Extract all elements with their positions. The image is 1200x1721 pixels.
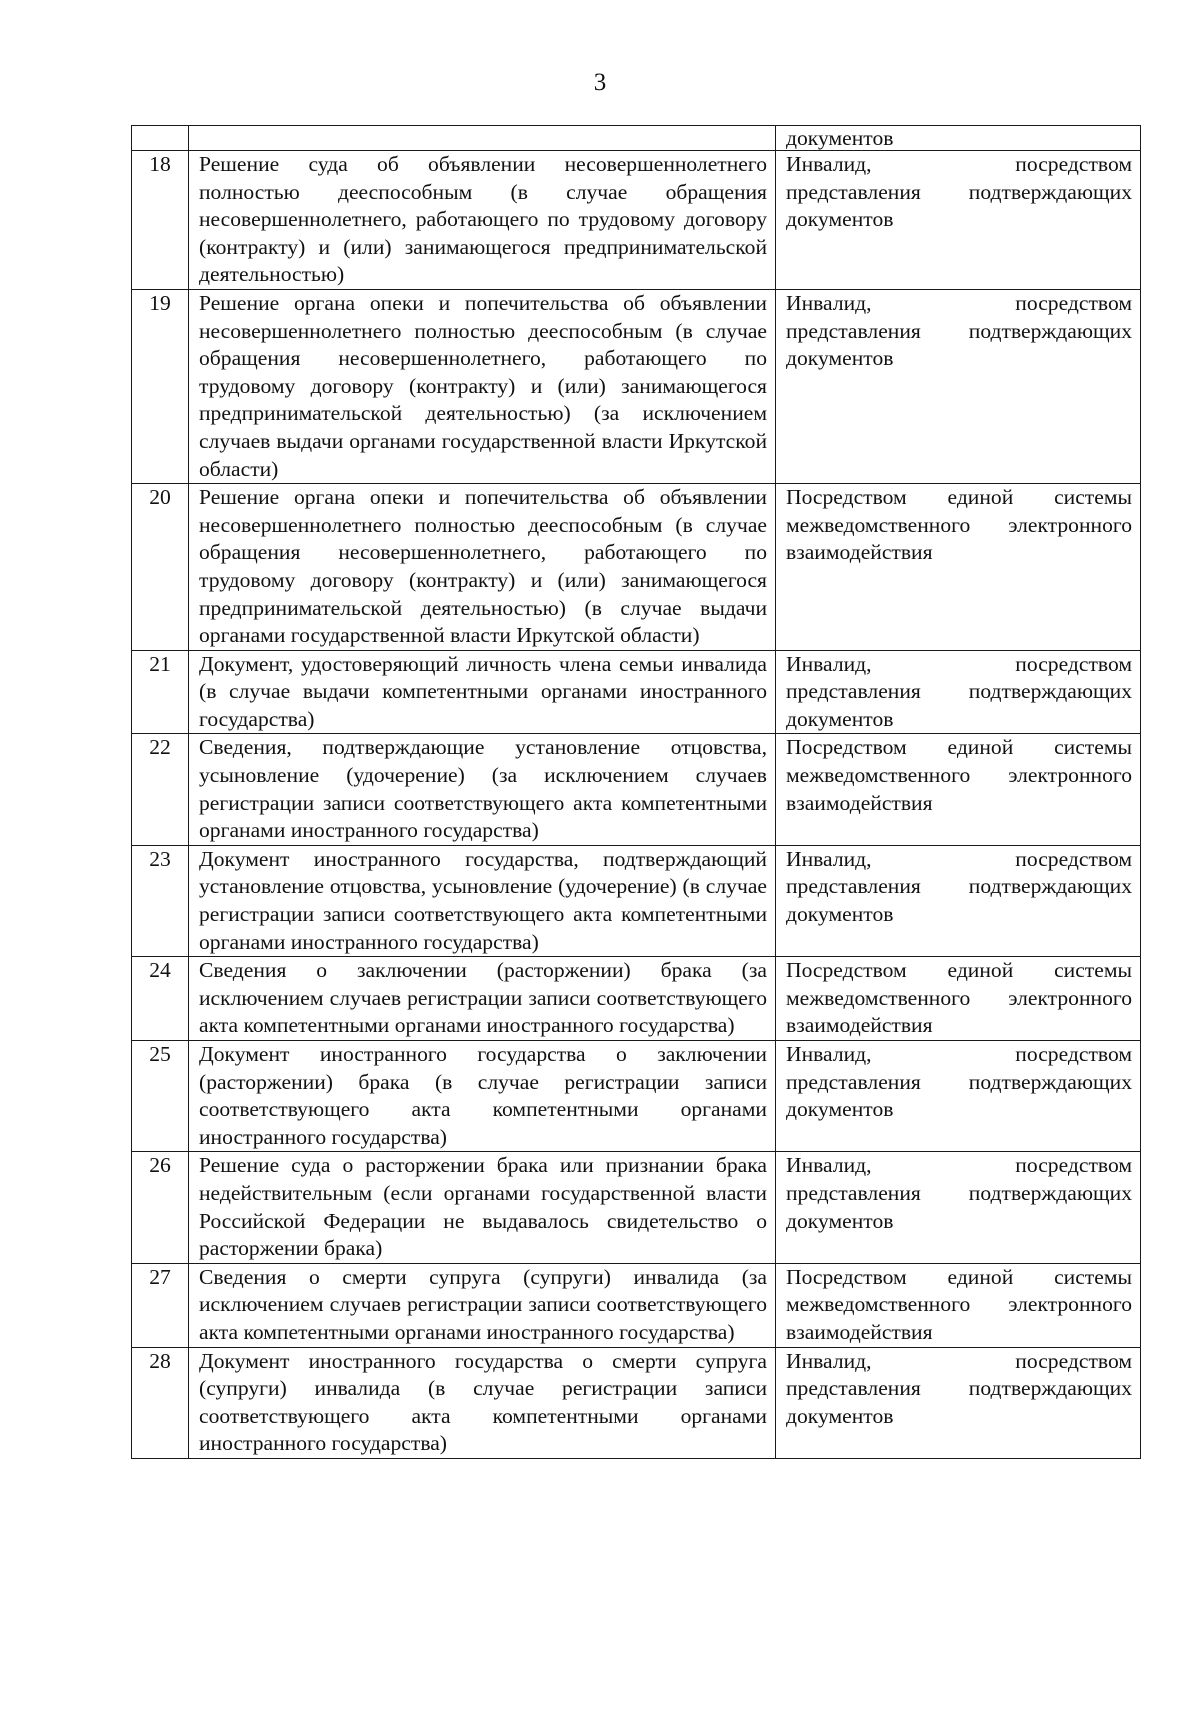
- row-number: 23: [132, 845, 189, 956]
- document-name: [189, 126, 776, 151]
- table-row: [132, 1263, 1141, 1347]
- document-name: Решение суда об объявлении несовершеннолетнего полностью дееспособным (в случае обращения несовершеннолетнего, работающего по трудовому договору (контракту) и (или) занимающегося предпринимательской деятельностью): [189, 151, 776, 290]
- submission-method: Инвалид, посредством представления подтверждающих документов: [776, 289, 1141, 483]
- submission-method: Посредством единой системы межведомственного электронного взаимодействия: [776, 957, 1141, 1041]
- table-row: [132, 1041, 1141, 1152]
- table-row: [132, 484, 1141, 651]
- table-row: [132, 650, 1141, 734]
- document-name: Решение органа опеки и попечительства об объявлении несовершеннолетнего полностью дееспособным (в случае обращения несовершеннолетнего, работающего по трудовому договору (контракту) и (или) занимающегося предпринимательской деятельностью) (за исключением случаев выдачи органами государственной власти Иркутской области): [189, 289, 776, 483]
- submission-method: Инвалид, посредством представления подтверждающих документов: [776, 1347, 1141, 1458]
- row-number: 25: [132, 1041, 189, 1152]
- submission-method: Инвалид, посредством представления подтверждающих документов: [776, 650, 1141, 734]
- table-row: [132, 957, 1141, 1041]
- table-row: [132, 151, 1141, 290]
- document-name: Сведения о заключении (расторжении) брака (за исключением случаев регистрации записи соответствующего акта компетентными органами иностранного государства): [189, 957, 776, 1041]
- document-name: Решение органа опеки и попечительства об объявлении несовершеннолетнего полностью дееспособным (в случае обращения несовершеннолетнего, работающего по трудовому договору (контракту) и (или) занимающегося предпринимательской деятельностью) (в случае выдачи органами государственной власти Иркутской области): [189, 484, 776, 651]
- submission-method: Инвалид, посредством представления подтверждающих документов: [776, 845, 1141, 956]
- row-number: 24: [132, 957, 189, 1041]
- document-name: Документ, удостоверяющий личность члена семьи инвалида (в случае выдачи компетентными органами иностранного государства): [189, 650, 776, 734]
- documents-table-body: [132, 126, 1141, 1459]
- row-number: 20: [132, 484, 189, 651]
- submission-method: Инвалид, посредством представления подтверждающих документов: [776, 1152, 1141, 1263]
- submission-method: Инвалид, посредством представления подтверждающих документов: [776, 1041, 1141, 1152]
- table-row: [132, 1152, 1141, 1263]
- submission-method: Посредством единой системы межведомственного электронного взаимодействия: [776, 484, 1141, 651]
- row-number: 18: [132, 151, 189, 290]
- row-number: 19: [132, 289, 189, 483]
- table-row: [132, 734, 1141, 845]
- document-name: Документ иностранного государства, подтверждающий установление отцовства, усыновление (удочерение) (в случае регистрации записи соответствующего акта компетентными органами иностранного государства): [189, 845, 776, 956]
- document-name: Решение суда о расторжении брака или признании брака недействительным (если органами государственной власти Российской Федерации не выдавалось свидетельство о расторжении брака): [189, 1152, 776, 1263]
- submission-method: Посредством единой системы межведомственного электронного взаимодействия: [776, 1263, 1141, 1347]
- table-row-continuation: [132, 126, 1141, 151]
- table-row: [132, 845, 1141, 956]
- document-name: Сведения о смерти супруга (супруги) инвалида (за исключением случаев регистрации записи соответствующего акта компетентными органами иностранного государства): [189, 1263, 776, 1347]
- submission-method: документов: [776, 126, 1141, 151]
- row-number: [132, 126, 189, 151]
- page-number: 3: [593, 69, 607, 96]
- row-number: 28: [132, 1347, 189, 1458]
- documents-table: [131, 125, 1141, 1459]
- row-number: 27: [132, 1263, 189, 1347]
- row-number: 22: [132, 734, 189, 845]
- table-row: [132, 289, 1141, 483]
- submission-method: Посредством единой системы межведомственного электронного взаимодействия: [776, 734, 1141, 845]
- row-number: 26: [132, 1152, 189, 1263]
- document-name: Документ иностранного государства о смерти супруга (супруги) инвалида (в случае регистрации записи соответствующего акта компетентными органами иностранного государства): [189, 1347, 776, 1458]
- row-number: 21: [132, 650, 189, 734]
- document-name: Документ иностранного государства о заключении (расторжении) брака (в случае регистрации записи соответствующего акта компетентными органами иностранного государства): [189, 1041, 776, 1152]
- document-name: Сведения, подтверждающие установление отцовства, усыновление (удочерение) (за исключением случаев регистрации записи соответствующего акта компетентными органами иностранного государства): [189, 734, 776, 845]
- table-row: [132, 1347, 1141, 1458]
- submission-method: Инвалид, посредством представления подтверждающих документов: [776, 151, 1141, 290]
